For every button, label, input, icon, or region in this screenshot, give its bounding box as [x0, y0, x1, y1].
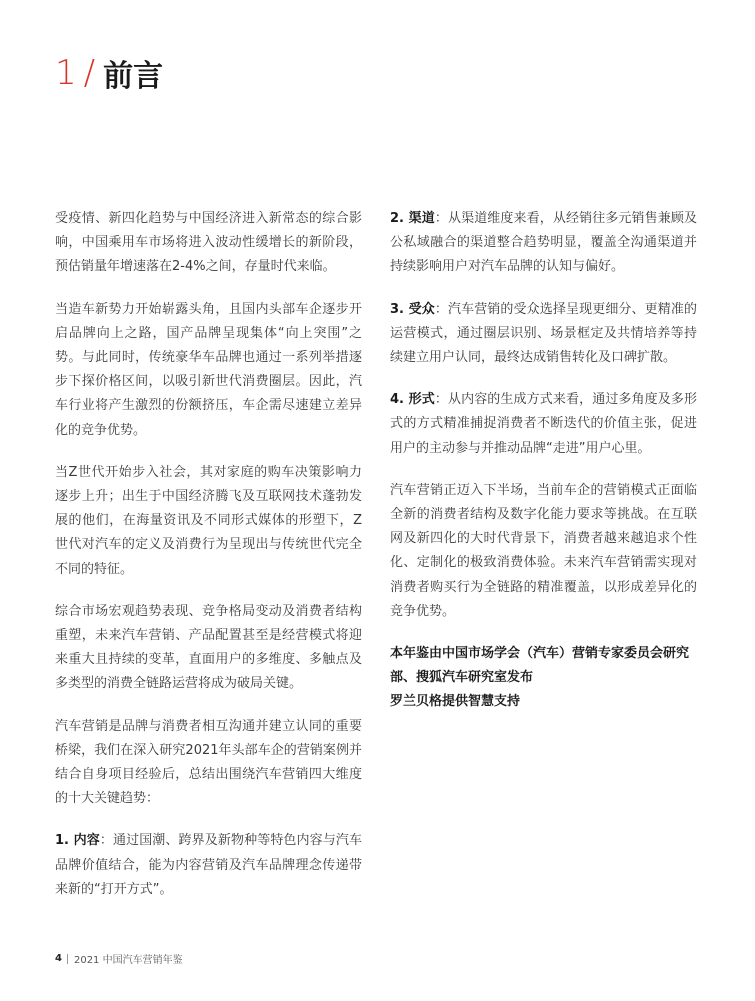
trend-label: 4. 形式	[390, 392, 435, 408]
footer-divider	[67, 954, 68, 964]
trend-label: 2. 渠道	[390, 211, 435, 226]
trend-label: 3. 受众	[390, 301, 435, 317]
paragraph: 汽车营销是品牌与消费者相互沟通并建立认同的重要桥梁，我们在深入研究2021年头部车企的营销案例并结合自身项目经验后，总结出围绕汽车营销四大维度的十大关键趋势：	[55, 718, 362, 807]
trend-text: ：从渠道维度来看，从经销往多元销售兼顾及公私域融合的渠道整合趋势明显，覆盖全沟通渠道并持续影响用户对汽车品牌的认知与偏好。	[390, 211, 697, 275]
trend-text: ：汽车营销的受众选择呈现更细分、更精准的运营模式，通过圈层识别、场景框定及共情培养等持续建立用户认同，最终达成销售转化及口碑扩散。	[390, 301, 697, 366]
chapter-number: 1	[55, 53, 78, 93]
right-column	[390, 207, 697, 715]
trend-text: ：从内容的生成方式来看，通过多角度及多形式的方式精准捕捉消费者不断迭代的价值主张，促进用户的主动参与并推动品牌“走进”用户心里。	[390, 392, 697, 456]
trend-text: ：通过国潮、跨界及新物种等特色内容与汽车品牌价值结合，能为内容营销及汽车品牌理念传递带来新的“打开方式”。	[55, 833, 362, 897]
paragraph: 当造车新势力开始崭露头角，且国内头部车企逐步开启品牌向上之路，国产品牌呈现集体“向上突围”之势。与此同时，传统豪华车品牌也通过一系列举措逐步下探价格区间，以吸引新世代消费圈层。因此，汽车行业将产生激烈的份额挤压，车企需尽速建立差异化的竞争优势。	[55, 301, 362, 438]
credit-support: 罗兰贝格提供智慧支持	[390, 694, 521, 710]
trend-item-format	[390, 388, 697, 461]
trend-item-channel	[390, 207, 697, 280]
chapter-title: 前言	[103, 59, 164, 94]
publication-title: 2021 中国汽车营销年鉴	[73, 955, 183, 966]
paragraph: 汽车营销正迈入下半场，当前车企的营销模式正面临全新的消费者结构及数字化能力要求等挑战。在互联网及新四化的大时代背景下，消费者越来越追求个性化、定制化的极致消费体验。未来汽车营销需实现对消费者购买行为全链路的精准覆盖，以形成差异化的竞争优势。	[390, 482, 697, 619]
chapter-slash: /	[83, 53, 96, 93]
left-column	[55, 207, 362, 920]
page-footer	[55, 951, 183, 966]
trend-label: 1. 内容	[55, 833, 100, 849]
paragraph: 当Z世代开始步入社会，其对家庭的购车决策影响力逐步上升；出生于中国经济腾飞及互联网技术蓬勃发展的他们，在海量资讯及不同形式媒体的形塑下，Z世代对汽车的定义及消费行为呈现出与传统世代完全不同的特征。	[55, 464, 362, 577]
credits	[390, 642, 697, 715]
trend-item-audience	[390, 298, 697, 371]
chapter-header	[55, 50, 163, 96]
paragraph: 综合市场宏观趋势表现、竞争格局变动及消费者结构重塑，未来汽车营销、产品配置甚至是经营模式将迎来重大且持续的变革，直面用户的多维度、多触点及多类型的消费全链路运营将成为破局关键。	[55, 603, 362, 692]
credit-publisher: 本年鉴由中国市场学会（汽车）营销专家委员会研究部、搜狐汽车研究室发布	[390, 646, 690, 686]
trend-item-content	[55, 829, 362, 902]
paragraph: 受疫情、新四化趋势与中国经济进入新常态的综合影响，中国乘用车市场将进入波动性缓增长的新阶段，预估销量年增速落在2-4%之间，存量时代来临。	[55, 211, 362, 275]
page-number: 4	[55, 953, 62, 964]
